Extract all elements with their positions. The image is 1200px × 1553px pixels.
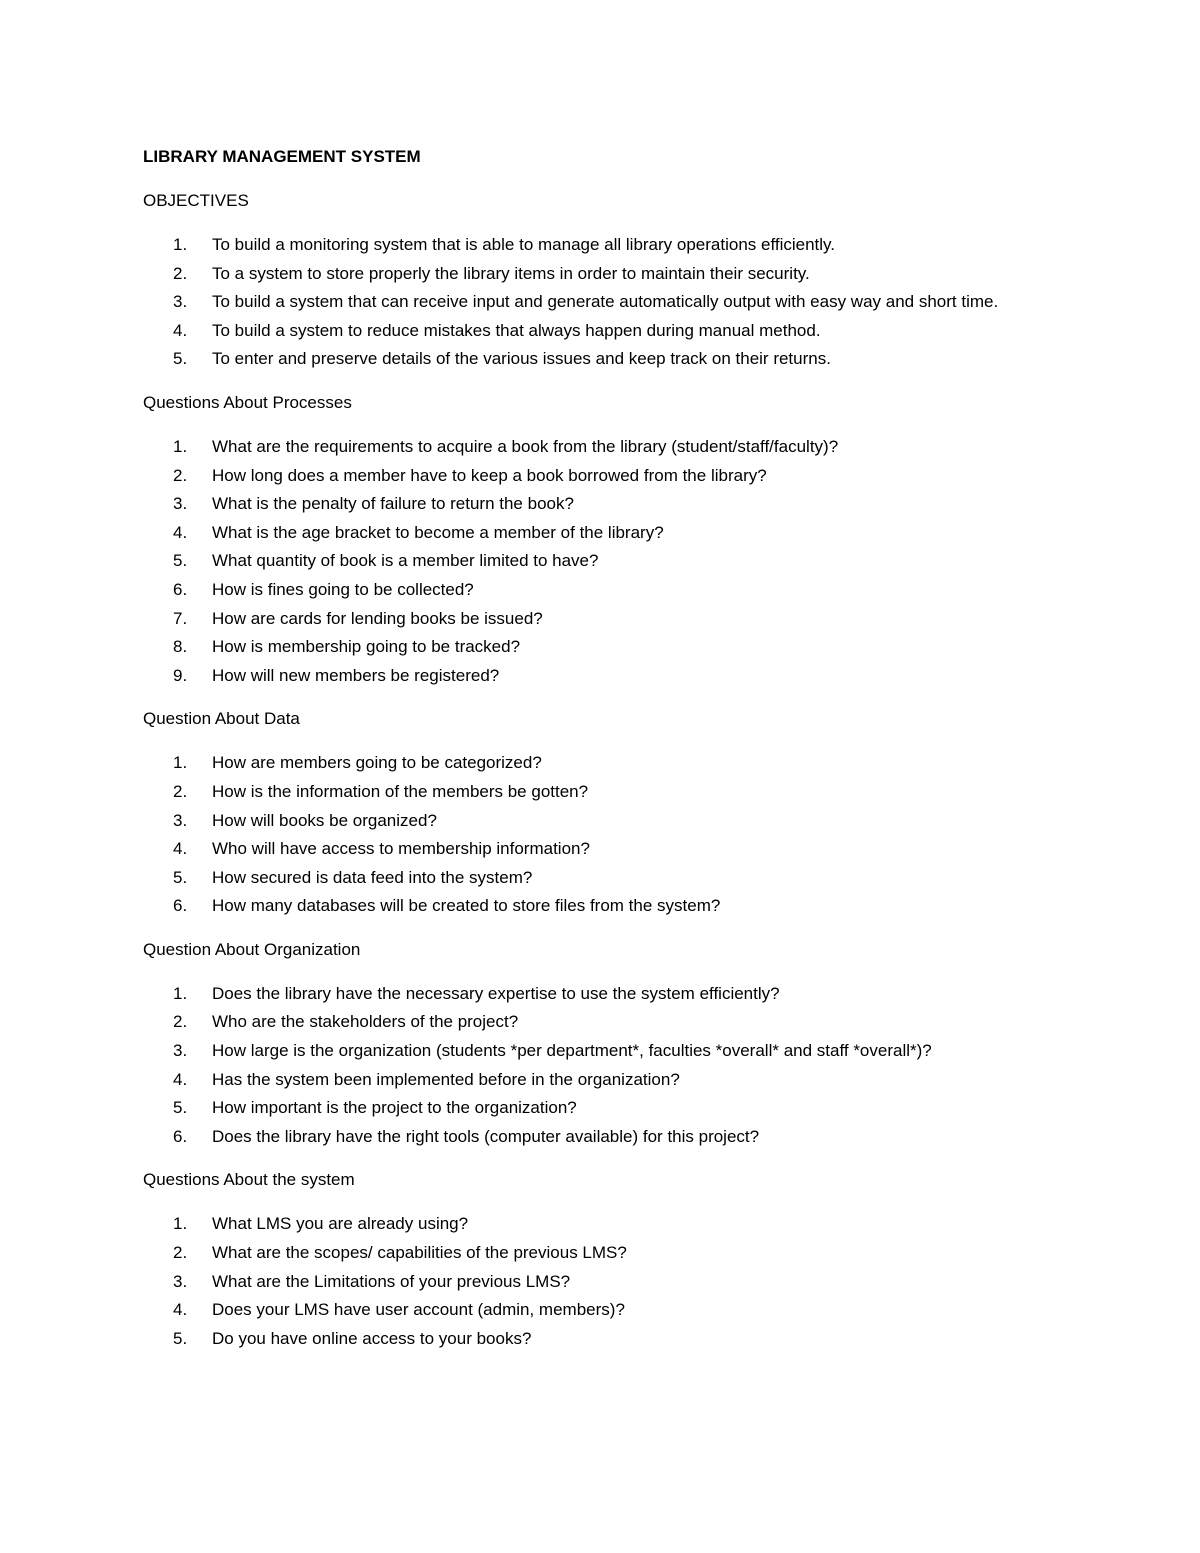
section-heading: Question About Data — [143, 709, 300, 729]
list-item — [143, 1325, 1043, 1354]
list-item — [143, 1094, 1043, 1123]
list-item-number: 5. — [173, 1328, 188, 1348]
list-item — [143, 835, 1043, 864]
list-item-number: 3. — [173, 810, 188, 830]
list-item-number: 5. — [173, 867, 188, 887]
list-item — [143, 490, 1043, 519]
list-item-text: Who are the stakeholders of the project? — [212, 1012, 519, 1032]
list-item-number: 8. — [173, 637, 188, 657]
list-item-text: What quantity of book is a member limited to have? — [212, 551, 599, 571]
list-item-number: 2. — [173, 263, 188, 283]
list-item-text: What are the requirements to acquire a book from the library (student/staff/faculty)? — [212, 436, 839, 456]
numbered-list — [143, 980, 1043, 1152]
list-item-text: Has the system been implemented before in the organization? — [212, 1069, 680, 1089]
list-item-text: How are members going to be categorized? — [212, 753, 542, 773]
section-heading: Questions About Processes — [143, 392, 352, 412]
list-item — [143, 519, 1043, 548]
list-item-number: 1. — [173, 1214, 188, 1234]
document-sections — [143, 187, 1043, 1353]
list-item-text: Does the library have the right tools (computer available) for this project? — [212, 1126, 760, 1146]
section-heading: Questions About the system — [143, 1170, 355, 1190]
numbered-list — [143, 749, 1043, 921]
numbered-list — [143, 231, 1043, 374]
list-item — [143, 633, 1043, 662]
list-item — [143, 576, 1043, 605]
list-item — [143, 288, 1043, 317]
list-item-text: How secured is data feed into the system? — [212, 867, 533, 887]
list-item-number: 3. — [173, 292, 188, 312]
list-item-number: 2. — [173, 465, 188, 485]
list-item-text: To build a system to reduce mistakes that always happen during manual method. — [212, 320, 821, 340]
list-item-number: 2. — [173, 1243, 188, 1263]
numbered-list — [143, 433, 1043, 690]
list-item-number: 1. — [173, 235, 188, 254]
list-item-number: 9. — [173, 665, 188, 685]
list-item — [143, 260, 1043, 289]
list-item-number: 2. — [173, 1012, 188, 1032]
list-item — [143, 433, 1043, 462]
list-item-text: How many databases will be created to store files from the system? — [212, 896, 721, 916]
section-heading: Question About Organization — [143, 939, 361, 959]
list-item-number: 4. — [173, 320, 188, 340]
list-item-text: What LMS you are already using? — [212, 1214, 469, 1234]
list-item-number: 4. — [173, 522, 188, 542]
list-item-text: What is the penalty of failure to return the book? — [212, 494, 574, 514]
list-item-number: 7. — [173, 608, 188, 628]
list-item-text: What is the age bracket to become a member of the library? — [212, 522, 664, 542]
list-item — [143, 1123, 1043, 1152]
list-item-text: Does the library have the necessary expertise to use the system efficiently? — [212, 983, 780, 1003]
list-item — [143, 1296, 1043, 1325]
list-item-number: 6. — [173, 896, 188, 916]
list-item-text: How important is the project to the organization? — [212, 1098, 577, 1118]
list-item-number: 4. — [173, 1300, 188, 1320]
list-item-number: 5. — [173, 1098, 188, 1118]
list-item-text: To build a system that can receive input and generate automatically output with easy way and short time. — [212, 292, 999, 312]
list-item-number: 5. — [173, 349, 188, 369]
list-item-text: How is the information of the members be gotten? — [212, 781, 589, 801]
numbered-list — [143, 1210, 1043, 1353]
document-title: LIBRARY MANAGEMENT SYSTEM — [143, 147, 421, 166]
list-item — [143, 807, 1043, 836]
list-item — [143, 345, 1043, 374]
list-item-number: 1. — [173, 983, 188, 1003]
list-item-text: How is membership going to be tracked? — [212, 637, 521, 657]
list-item-number: 1. — [173, 753, 188, 773]
list-item — [143, 462, 1043, 491]
list-item-text: Do you have online access to your books? — [212, 1328, 532, 1348]
list-item — [143, 1037, 1043, 1066]
list-item — [143, 1268, 1043, 1297]
list-item-number: 4. — [173, 839, 188, 859]
list-item-text: What are the Limitations of your previous LMS? — [212, 1271, 571, 1291]
list-item — [143, 749, 1043, 778]
list-item-number: 3. — [173, 1041, 188, 1061]
list-item-number: 3. — [173, 1271, 188, 1291]
list-item — [143, 605, 1043, 634]
list-item-number: 1. — [173, 436, 188, 456]
list-item-text: How large is the organization (students *per department*, faculties *overall* and staff *overall*)? — [212, 1041, 932, 1061]
list-item-number: 4. — [173, 1069, 188, 1089]
list-item — [143, 317, 1043, 346]
list-item-text: What are the scopes/ capabilities of the previous LMS? — [212, 1243, 627, 1263]
list-item — [143, 1210, 1043, 1239]
list-item — [143, 980, 1043, 1009]
list-item — [143, 662, 1043, 691]
list-item — [143, 1239, 1043, 1268]
list-item — [143, 547, 1043, 576]
list-item-text: Does your LMS have user account (admin, members)? — [212, 1300, 625, 1320]
document-page — [143, 143, 1043, 1368]
list-item-number: 2. — [173, 781, 188, 801]
list-item — [143, 1008, 1043, 1037]
list-item-text: Who will have access to membership information? — [212, 839, 590, 859]
section-heading: OBJECTIVES — [143, 191, 249, 210]
list-item-text: How long does a member have to keep a book borrowed from the library? — [212, 465, 767, 485]
list-item-text: How are cards for lending books be issued? — [212, 608, 543, 628]
list-item-text: To a system to store properly the library items in order to maintain their security. — [212, 263, 810, 283]
list-item-number: 3. — [173, 494, 188, 514]
list-item-text: To enter and preserve details of the various issues and keep track on their returns. — [212, 349, 831, 369]
list-item — [143, 1066, 1043, 1095]
list-item-text: To build a monitoring system that is able to manage all library operations efficiently. — [212, 235, 836, 254]
list-item-number: 5. — [173, 551, 188, 571]
list-item — [143, 864, 1043, 893]
list-item — [143, 778, 1043, 807]
list-item-number: 6. — [173, 579, 188, 599]
list-item-text: How will new members be registered? — [212, 665, 500, 685]
list-item-text: How will books be organized? — [212, 810, 437, 830]
list-item-number: 6. — [173, 1126, 188, 1146]
list-item-text: How is fines going to be collected? — [212, 579, 474, 599]
list-item — [143, 892, 1043, 921]
list-item — [143, 231, 1043, 260]
